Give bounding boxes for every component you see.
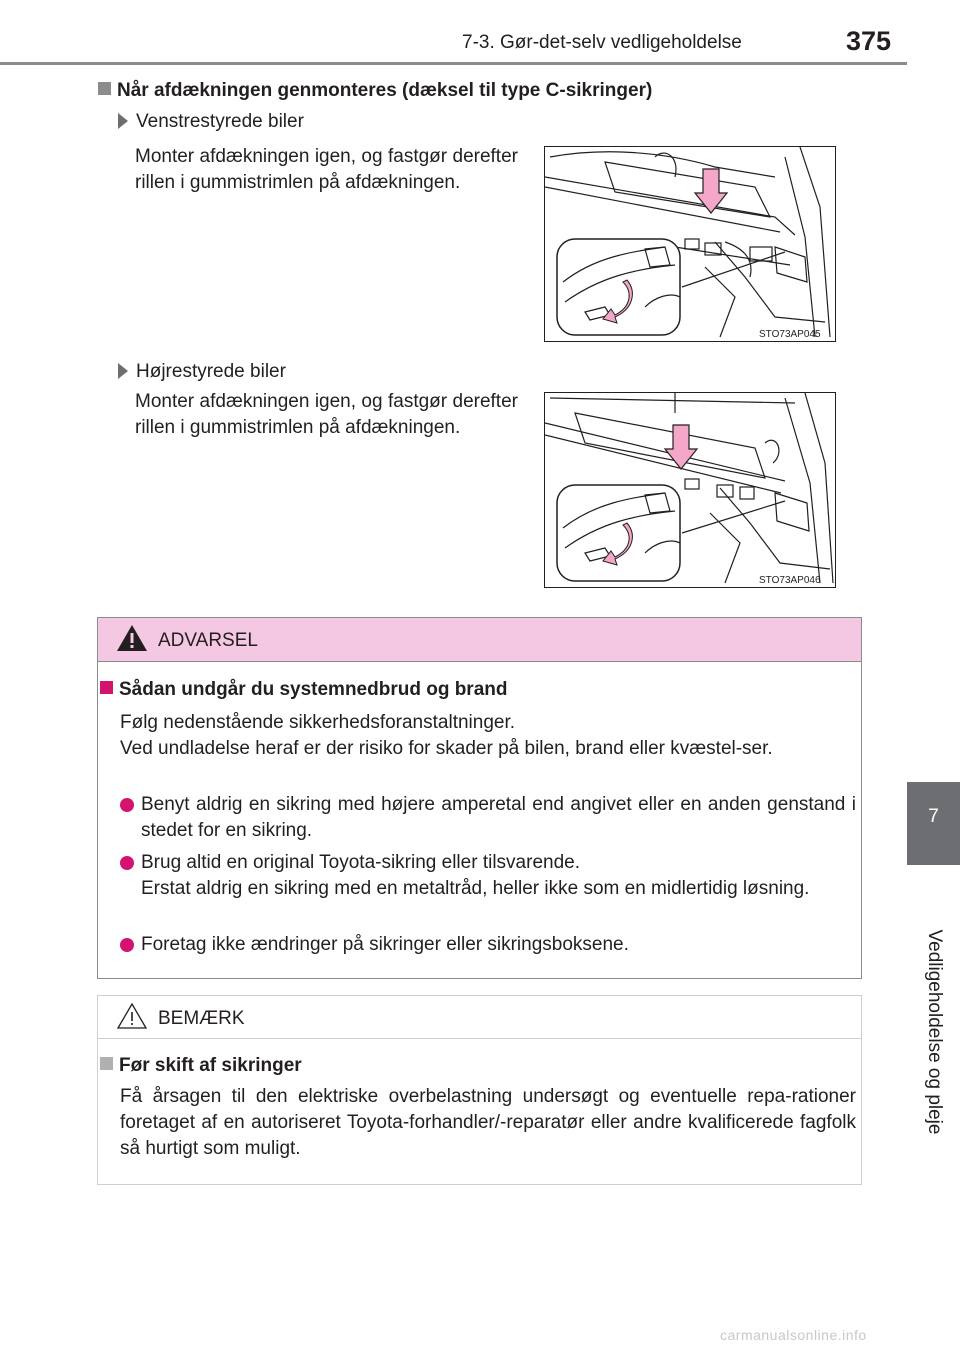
note-title: BEMÆRK — [158, 1008, 245, 1029]
figure-code: STO73AP045 — [759, 329, 821, 340]
chapter-number: 7 — [928, 806, 939, 827]
page-number: 375 — [846, 26, 892, 56]
warning-bullet — [120, 932, 856, 958]
note-subheading — [100, 1055, 302, 1077]
section-heading-text: Når afdækningen genmonteres (dæksel til type C-sikringer) — [117, 80, 653, 101]
figure-left-hand — [544, 146, 836, 342]
bullet-dot-icon — [120, 856, 134, 870]
bullet-dot-icon — [120, 798, 134, 812]
chapter-title: Vedligeholdelse og pleje — [924, 929, 945, 1135]
watermark: carmanualsonline.info — [720, 1327, 867, 1343]
warning-header — [98, 618, 861, 662]
warning-bullet-line: Brug altid en original Toyota-sikring eller tilsvarende. — [141, 852, 580, 873]
right-hand-label-text: Højrestyrede biler — [136, 361, 286, 382]
caution-triangle-icon — [116, 1002, 148, 1030]
warning-triangle-icon — [116, 624, 148, 652]
left-hand-label — [118, 111, 304, 133]
chapter-tab — [907, 782, 960, 865]
warning-bullet — [120, 850, 856, 902]
triangle-bullet-icon — [118, 113, 128, 129]
warning-intro — [120, 710, 856, 762]
warning-subheading-text: Sådan undgår du systemnedbrud og brand — [119, 679, 508, 700]
figure-code: STO73AP046 — [759, 575, 821, 586]
header-divider — [0, 62, 907, 65]
note-header — [98, 996, 861, 1039]
right-hand-instruction: Monter afdækningen igen, og fastgør derefter rillen i gummistrimlen på afdækningen. — [135, 391, 518, 438]
warning-intro-line1: Følg nedenstående sikkerhedsforanstaltninger. — [120, 712, 516, 733]
engine-bay-illustration — [545, 147, 835, 341]
left-hand-instruction: Monter afdækningen igen, og fastgør derefter rillen i gummistrimlen på afdækningen. — [135, 146, 518, 193]
warning-bullet-text — [141, 850, 856, 902]
triangle-bullet-icon — [118, 363, 128, 379]
square-bullet-icon — [98, 82, 111, 95]
note-text: Få årsagen til den elektriske overbelastning undersøgt og eventuelle repa-rationer foretaget af en autoriseret Toyota-forhandler/-reparatør eller andre kvalificerede fagfolk så hurtigt som muligt. — [120, 1086, 856, 1159]
section-heading — [98, 80, 652, 102]
note-subheading-text: Før skift af sikringer — [119, 1055, 302, 1076]
note-box — [97, 995, 862, 1185]
warning-title: ADVARSEL — [158, 630, 258, 651]
warning-subheading — [100, 679, 507, 701]
warning-bullet-line: Erstat aldrig en sikring med en metaltråd, heller ikke som en midlertidig løsning. — [141, 878, 810, 899]
warning-bullet-text: Foretag ikke ændringer på sikringer eller sikringsboksene. — [141, 934, 629, 955]
bullet-dot-icon — [120, 938, 134, 952]
square-bullet-icon — [100, 681, 113, 694]
engine-bay-illustration — [545, 393, 835, 587]
warning-intro-line2: Ved undladelse heraf er der risiko for skader på bilen, brand eller kvæstel-ser. — [120, 738, 773, 759]
arrow-down-icon — [695, 169, 727, 213]
warning-box — [97, 617, 862, 979]
warning-bullet — [120, 792, 856, 844]
square-bullet-icon — [100, 1057, 113, 1070]
left-hand-label-text: Venstrestyrede biler — [136, 111, 304, 132]
warning-bullet-text: Benyt aldrig en sikring med højere amperetal end angivet eller en anden genstand i stedet for en sikring. — [141, 794, 856, 841]
figure-right-hand — [544, 392, 836, 588]
section-title: 7-3. Gør-det-selv vedligeholdelse — [462, 32, 742, 53]
right-hand-label — [118, 361, 286, 383]
